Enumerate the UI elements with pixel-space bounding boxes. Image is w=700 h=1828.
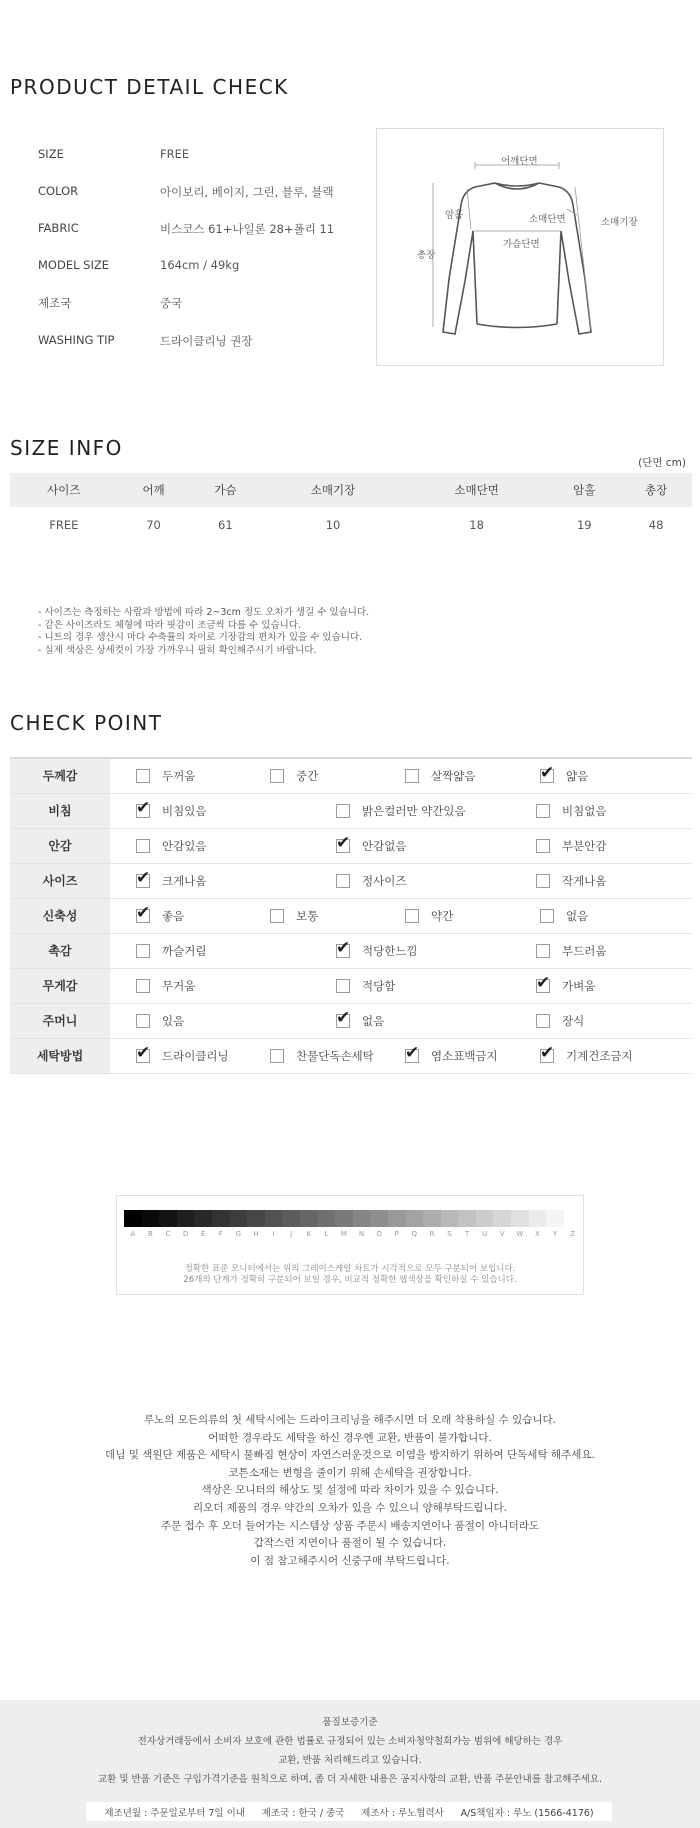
- grayscale-letter: X: [535, 1230, 540, 1238]
- check-option[interactable]: [270, 768, 318, 784]
- diagram-label-chest: 가슴단면: [503, 239, 540, 250]
- notice-line: 데님 및 색원단 제품은 세탁시 물빠짐 현상이 자연스러운것으로 이염을 방지하기 위하여 단독세탁 해주세요.: [105, 1449, 595, 1462]
- grayscale-letter: K: [306, 1230, 312, 1238]
- notice-line: 루노의 모든의류의 첫 세탁시에는 드라이크리닝을 해주시면 더 오래 착용하실 수 있습니다.: [143, 1414, 556, 1426]
- detail-value: 비스코스 61+나일론 28+폴리 11: [160, 222, 335, 236]
- check-option-label: 살짝얇음: [431, 768, 476, 783]
- checkbox-checked[interactable]: [336, 832, 351, 853]
- check-option[interactable]: [136, 768, 195, 784]
- check-option-label: 찬물단독손세탁: [296, 1048, 374, 1063]
- detail-title: PRODUCT DETAIL CHECK: [10, 75, 289, 99]
- check-option[interactable]: [405, 768, 475, 784]
- check-option-label: 무거움: [162, 978, 196, 993]
- check-option-label: 약간: [431, 908, 454, 923]
- detail-row-fabric: [38, 221, 378, 241]
- checkbox-checked[interactable]: [405, 1042, 420, 1063]
- grayscale-letter: N: [358, 1230, 365, 1238]
- grayscale-swatch: [564, 1210, 582, 1227]
- checkbox[interactable]: [136, 839, 150, 853]
- check-option[interactable]: [536, 943, 606, 959]
- check-point-options: [110, 793, 692, 828]
- checkbox-checked[interactable]: [540, 762, 555, 783]
- checkbox[interactable]: [536, 839, 550, 853]
- check-option[interactable]: [336, 873, 406, 889]
- grayscale-letter: U: [482, 1230, 488, 1238]
- check-option-label: 염소표백금지: [431, 1048, 498, 1063]
- detail-key: MODEL SIZE: [38, 258, 109, 272]
- checkbox[interactable]: [136, 944, 150, 958]
- checkbox[interactable]: [536, 874, 550, 888]
- grayscale-letter: G: [235, 1230, 242, 1238]
- grayscale-swatch: [282, 1210, 300, 1227]
- grayscale-swatch: [388, 1210, 406, 1227]
- size-header-cell: 어깨: [118, 473, 190, 507]
- check-point-label: 비침: [10, 793, 110, 828]
- grayscale-swatch: [441, 1210, 459, 1227]
- size-cell: 10: [325, 518, 341, 532]
- check-option-label: 드라이클리닝: [162, 1048, 229, 1063]
- check-point-row: [10, 793, 692, 828]
- size-cell: 48: [648, 518, 664, 532]
- footer-line: 교환, 반품 처리해드리고 있습니다.: [278, 1755, 422, 1766]
- checkbox[interactable]: [536, 944, 550, 958]
- checkbox-checked[interactable]: [536, 972, 551, 993]
- check-option-label: 비침있음: [162, 803, 207, 818]
- check-option[interactable]: [270, 908, 318, 924]
- diagram-label-sleeve-length: 소매기장: [601, 217, 638, 228]
- check-point-label: 촉감: [10, 933, 110, 968]
- grayscale-letter: A: [130, 1230, 136, 1238]
- checkbox[interactable]: [336, 979, 350, 993]
- grayscale-letter: W: [516, 1230, 524, 1238]
- grayscale-swatch: [194, 1210, 212, 1227]
- footer-text: [0, 1713, 700, 1789]
- grayscale-swatch: [406, 1210, 424, 1227]
- grayscale-letter: Q: [411, 1230, 418, 1238]
- grayscale-letter: M: [340, 1230, 347, 1238]
- check-option[interactable]: [536, 972, 596, 994]
- detail-key: WASHING TIP: [38, 333, 115, 347]
- check-option-label: 가벼움: [562, 978, 596, 993]
- check-option-label: 좋음: [162, 908, 185, 923]
- grayscale-chart: [116, 1195, 584, 1295]
- check-option[interactable]: [336, 1007, 385, 1029]
- check-point-title: CHECK POINT: [10, 711, 163, 735]
- checkbox-checked[interactable]: [336, 937, 351, 958]
- check-point-row: [10, 1038, 692, 1073]
- check-option[interactable]: [270, 1048, 374, 1064]
- footer-line: 전자상거래등에서 소비자 보호에 관한 법률로 규정되어 있는 소비자청약철회가능 범위에 해당하는 경우: [137, 1736, 563, 1747]
- grayscale-letter: O: [376, 1230, 382, 1238]
- grayscale-swatch: [546, 1210, 564, 1227]
- check-point-row: [10, 933, 692, 968]
- size-info-title: SIZE INFO: [10, 436, 123, 460]
- check-point-label: 두께감: [10, 758, 110, 793]
- grayscale-letter: R: [429, 1230, 435, 1238]
- notice-line: 코튼소재는 변형을 줄이기 위해 손세탁을 권장합니다.: [228, 1466, 472, 1479]
- grayscale-letter: J: [290, 1230, 293, 1238]
- check-option-label: 정사이즈: [362, 873, 407, 888]
- checkbox[interactable]: [270, 909, 284, 923]
- check-point-row: [10, 968, 692, 1003]
- care-notice: [0, 1412, 700, 1570]
- grayscale-letter: S: [447, 1230, 452, 1238]
- detail-key: 제조국: [38, 296, 72, 310]
- check-option-label: 장식: [562, 1013, 585, 1028]
- checkbox[interactable]: [136, 979, 150, 993]
- diagram-label-sleeve-width: 소매단면: [529, 214, 566, 225]
- check-option-label: 없음: [566, 908, 589, 923]
- check-point-options: [110, 758, 692, 793]
- check-point-options: [110, 898, 692, 933]
- footer-info-item: 제조국 : 한국 / 중국: [261, 1807, 345, 1819]
- check-option[interactable]: [405, 908, 453, 924]
- size-header-cell: 가슴: [189, 473, 261, 507]
- size-header-cell: 암홀: [548, 473, 620, 507]
- detail-key: COLOR: [38, 184, 79, 198]
- check-option[interactable]: [405, 1042, 498, 1064]
- detail-key: FABRIC: [38, 221, 79, 235]
- grayscale-letter: F: [218, 1230, 223, 1238]
- check-option[interactable]: [540, 1042, 633, 1064]
- grayscale-letter: D: [182, 1230, 189, 1238]
- check-point-label: 무게감: [10, 968, 110, 1003]
- checkbox-checked[interactable]: [136, 1042, 151, 1063]
- check-option[interactable]: [136, 838, 206, 854]
- footer-info-item: A/S책임자 : 루노 (1566-4176): [460, 1807, 594, 1819]
- check-point-label: 신축성: [10, 898, 110, 933]
- grayscale-swatch: [159, 1210, 177, 1227]
- notice-line: 이 점 참고해주시어 신중구매 부탁드립니다.: [250, 1554, 450, 1567]
- check-option[interactable]: [336, 937, 418, 959]
- check-option-label: 밝은컬러만 약간있음: [362, 803, 466, 818]
- detail-key: SIZE: [38, 147, 64, 161]
- size-cell: 18: [469, 518, 484, 532]
- checkbox[interactable]: [270, 769, 284, 783]
- detail-value: FREE: [160, 147, 190, 161]
- grayscale-letter: Y: [552, 1230, 558, 1238]
- size-cell: 61: [218, 518, 233, 532]
- size-table: [10, 473, 692, 543]
- check-option[interactable]: [536, 1013, 584, 1029]
- footer-line: 품질보증기준: [322, 1717, 378, 1728]
- checkbox[interactable]: [405, 909, 419, 923]
- size-header-cell: 총장: [620, 473, 692, 507]
- check-option[interactable]: [536, 803, 606, 819]
- grayscale-letter: Z: [570, 1230, 576, 1238]
- checkbox[interactable]: [405, 769, 419, 783]
- check-option[interactable]: [136, 943, 206, 959]
- grayscale-letter: C: [165, 1230, 171, 1238]
- check-option[interactable]: [336, 978, 395, 994]
- checkbox[interactable]: [136, 1014, 150, 1028]
- check-option[interactable]: [136, 902, 185, 924]
- check-point-row: [10, 828, 692, 863]
- footer-info-bar: [86, 1802, 612, 1821]
- detail-row-washing-tip: [38, 333, 378, 353]
- check-icon: ✔: [336, 1007, 351, 1028]
- grayscale-letter: V: [499, 1230, 505, 1238]
- check-option-label: 크게나옴: [162, 873, 207, 888]
- checkbox[interactable]: [536, 804, 550, 818]
- grayscale-swatch: [230, 1210, 248, 1227]
- grayscale-letter: P: [394, 1230, 399, 1238]
- check-option-label: 없음: [362, 1013, 385, 1028]
- check-point-row: [10, 1003, 692, 1038]
- check-point-options: [110, 863, 692, 898]
- grayscale-letter: E: [200, 1230, 206, 1238]
- check-icon: ✔: [540, 1042, 555, 1063]
- note-line: - 실제 색상은 상세컷이 가장 가까우니 필히 확인해주시기 바랍니다.: [38, 644, 317, 656]
- check-icon: ✔: [136, 1042, 151, 1063]
- size-header-cell: 소매단면: [405, 473, 549, 507]
- checkbox[interactable]: [536, 1014, 550, 1028]
- size-header-cell: 사이즈: [10, 473, 118, 507]
- check-option-label: 부드러움: [562, 943, 607, 958]
- notice-line: 어떠한 경우라도 세탁을 하신 경우엔 교환, 반품이 불가합니다.: [208, 1431, 492, 1444]
- note-line: - 같은 사이즈라도 체형에 따라 핏감이 조금씩 다를 수 있습니다.: [38, 619, 302, 631]
- detail-value: 드라이클리닝 권장: [160, 334, 253, 348]
- check-option-label: 기계건조금지: [566, 1048, 633, 1063]
- grayscale-letter: L: [324, 1230, 329, 1238]
- grayscale-strip: [124, 1210, 581, 1227]
- grayscale-swatch: [318, 1210, 336, 1227]
- grayscale-letter: T: [464, 1230, 470, 1238]
- check-point-row: [10, 758, 692, 793]
- note-line: - 사이즈는 측정하는 사람과 방법에 따라 2~3cm 정도 오차가 생길 수 있습니다.: [38, 607, 370, 618]
- grayscale-swatch: [529, 1210, 547, 1227]
- size-notes: [38, 607, 369, 657]
- check-option[interactable]: [136, 1042, 229, 1064]
- diagram-label-shoulder: 어깨단면: [501, 156, 538, 167]
- notice-line: 리오더 제품의 경우 약간의 오차가 있을 수 있으니 양해부탁드립니다.: [192, 1501, 508, 1514]
- check-option-label: 적당함: [362, 978, 396, 993]
- grayscale-swatch: [370, 1210, 388, 1227]
- grayscale-swatch: [212, 1210, 230, 1227]
- grayscale-swatch: [476, 1210, 494, 1227]
- check-option-label: 있음: [162, 1013, 185, 1028]
- check-option-label: 중간: [296, 768, 319, 783]
- detail-row-size: [38, 147, 378, 167]
- detail-value: 164cm / 49kg: [160, 258, 240, 272]
- check-option-label: 작게나옴: [562, 873, 607, 888]
- check-option-label: 적당한느낌: [362, 943, 418, 958]
- grayscale-swatch: [265, 1210, 283, 1227]
- size-header-cell: 소매기장: [261, 473, 405, 507]
- check-icon: ✔: [336, 937, 351, 958]
- check-point-label: 사이즈: [10, 863, 110, 898]
- check-option[interactable]: [336, 832, 407, 854]
- footer-line: 교환 및 반품 기준은 구입가격기준을 원칙으로 하며, 좀 더 자세한 내용은 공지사항의 교환, 반품 주문안내를 참고해주세요.: [97, 1774, 603, 1785]
- footer-info-item: 제조사 : 루노협력사: [361, 1807, 444, 1819]
- check-point-options: [110, 968, 692, 1003]
- detail-row-color: [38, 184, 378, 204]
- footer-info-item: 제조년월 : 주문일로부터 7일 이내: [104, 1807, 245, 1819]
- check-option[interactable]: [540, 908, 588, 924]
- check-point-table: [10, 757, 692, 1074]
- check-option[interactable]: [536, 838, 606, 854]
- checkbox[interactable]: [540, 909, 554, 923]
- notice-line: 색상은 모니터의 해상도 및 설정에 따라 차이가 있을 수 있습니다.: [201, 1484, 499, 1497]
- check-icon: ✔: [536, 972, 551, 993]
- check-option-label: 까슬거림: [162, 943, 207, 958]
- detail-row-origin: [38, 295, 378, 315]
- check-option[interactable]: [136, 797, 207, 819]
- grayscale-swatch: [335, 1210, 353, 1227]
- size-unit: (단면 cm): [638, 457, 686, 469]
- check-icon: ✔: [405, 1042, 420, 1063]
- check-point-row: [10, 898, 692, 933]
- diagram-label-armhole: 암홀: [445, 210, 464, 221]
- grayscale-swatch: [300, 1210, 318, 1227]
- detail-value: 아이보리, 베이지, 그린, 블루, 블랙: [160, 185, 334, 199]
- check-option[interactable]: [136, 867, 207, 889]
- grayscale-swatch: [124, 1210, 142, 1227]
- check-option-label: 얇음: [566, 768, 589, 783]
- detail-row-model-size: [38, 258, 378, 278]
- checkbox-checked[interactable]: [336, 1007, 351, 1028]
- grayscale-note: 정확한 표준 모니터에서는 위의 그레이스케일 차트가 시각적으로 모두 구분되어 보입니다.: [184, 1264, 516, 1274]
- check-icon: ✔: [136, 867, 151, 888]
- check-option-label: 부분안감: [562, 838, 607, 853]
- check-icon: ✔: [136, 902, 151, 923]
- grayscale-swatch: [142, 1210, 160, 1227]
- check-point-options: [110, 1038, 692, 1073]
- grayscale-swatch: [247, 1210, 265, 1227]
- size-cell: 70: [146, 518, 161, 532]
- garment-diagram: [376, 128, 664, 366]
- grayscale-swatch: [511, 1210, 529, 1227]
- check-icon: ✔: [136, 797, 151, 818]
- checkbox[interactable]: [136, 769, 150, 783]
- check-option-label: 비침없음: [562, 803, 607, 818]
- check-icon: ✔: [540, 762, 555, 783]
- check-option[interactable]: [136, 1013, 184, 1029]
- check-option[interactable]: [136, 978, 195, 994]
- grayscale-note: 26개의 단계가 정확히 구분되어 보일 경우, 비교적 정확한 웹색상을 확인하실 수 있습니다.: [183, 1275, 517, 1285]
- check-option-label: 보통: [296, 908, 319, 923]
- check-option[interactable]: [536, 873, 606, 889]
- check-point-options: [110, 933, 692, 968]
- grayscale-letters: [124, 1230, 581, 1238]
- checkbox-checked[interactable]: [540, 1042, 555, 1063]
- notice-line: 갑작스런 지연이나 품절이 될 수 있습니다.: [253, 1537, 447, 1550]
- check-point-label: 주머니: [10, 1003, 110, 1038]
- grayscale-swatch: [423, 1210, 441, 1227]
- grayscale-letter: B: [147, 1230, 153, 1238]
- check-point-label: 안감: [10, 828, 110, 863]
- checkbox[interactable]: [336, 804, 350, 818]
- check-option-label: 안감없음: [362, 838, 407, 853]
- diagram-label-length: 총장: [417, 250, 436, 261]
- grayscale-swatch: [353, 1210, 371, 1227]
- size-cell: 19: [576, 518, 592, 532]
- notice-line: 주문 접수 후 오더 들어가는 시스템상 상품 주문시 배송지연이나 품절이 아니더라도: [160, 1519, 540, 1532]
- check-point-row: [10, 863, 692, 898]
- detail-value: 중국: [160, 296, 183, 310]
- check-point-label: 세탁방법: [10, 1038, 110, 1073]
- quality-footer: [0, 1700, 700, 1828]
- size-cell: FREE: [49, 518, 79, 532]
- grayscale-swatch: [458, 1210, 476, 1227]
- grayscale-swatch: [493, 1210, 511, 1227]
- check-point-options: [110, 1003, 692, 1038]
- note-line: - 니트의 경우 생산시 마다 수축률의 차이로 기장감의 편차가 있을 수 있습니다.: [38, 632, 363, 643]
- grayscale-swatch: [177, 1210, 195, 1227]
- checkbox-checked[interactable]: [136, 902, 151, 923]
- check-point-options: [110, 828, 692, 863]
- check-option-label: 안감있음: [162, 838, 207, 853]
- checkbox[interactable]: [270, 1049, 284, 1063]
- check-option-label: 두꺼움: [162, 768, 196, 783]
- size-table-header: [10, 473, 692, 507]
- checkbox[interactable]: [336, 874, 350, 888]
- check-icon: ✔: [336, 832, 351, 853]
- checkbox-checked[interactable]: [136, 867, 151, 888]
- table-row: [10, 507, 692, 543]
- checkbox-checked[interactable]: [136, 797, 151, 818]
- grayscale-letter: I: [272, 1230, 275, 1238]
- grayscale-letter: H: [253, 1230, 259, 1238]
- check-option[interactable]: [336, 803, 466, 819]
- check-option[interactable]: [540, 762, 589, 784]
